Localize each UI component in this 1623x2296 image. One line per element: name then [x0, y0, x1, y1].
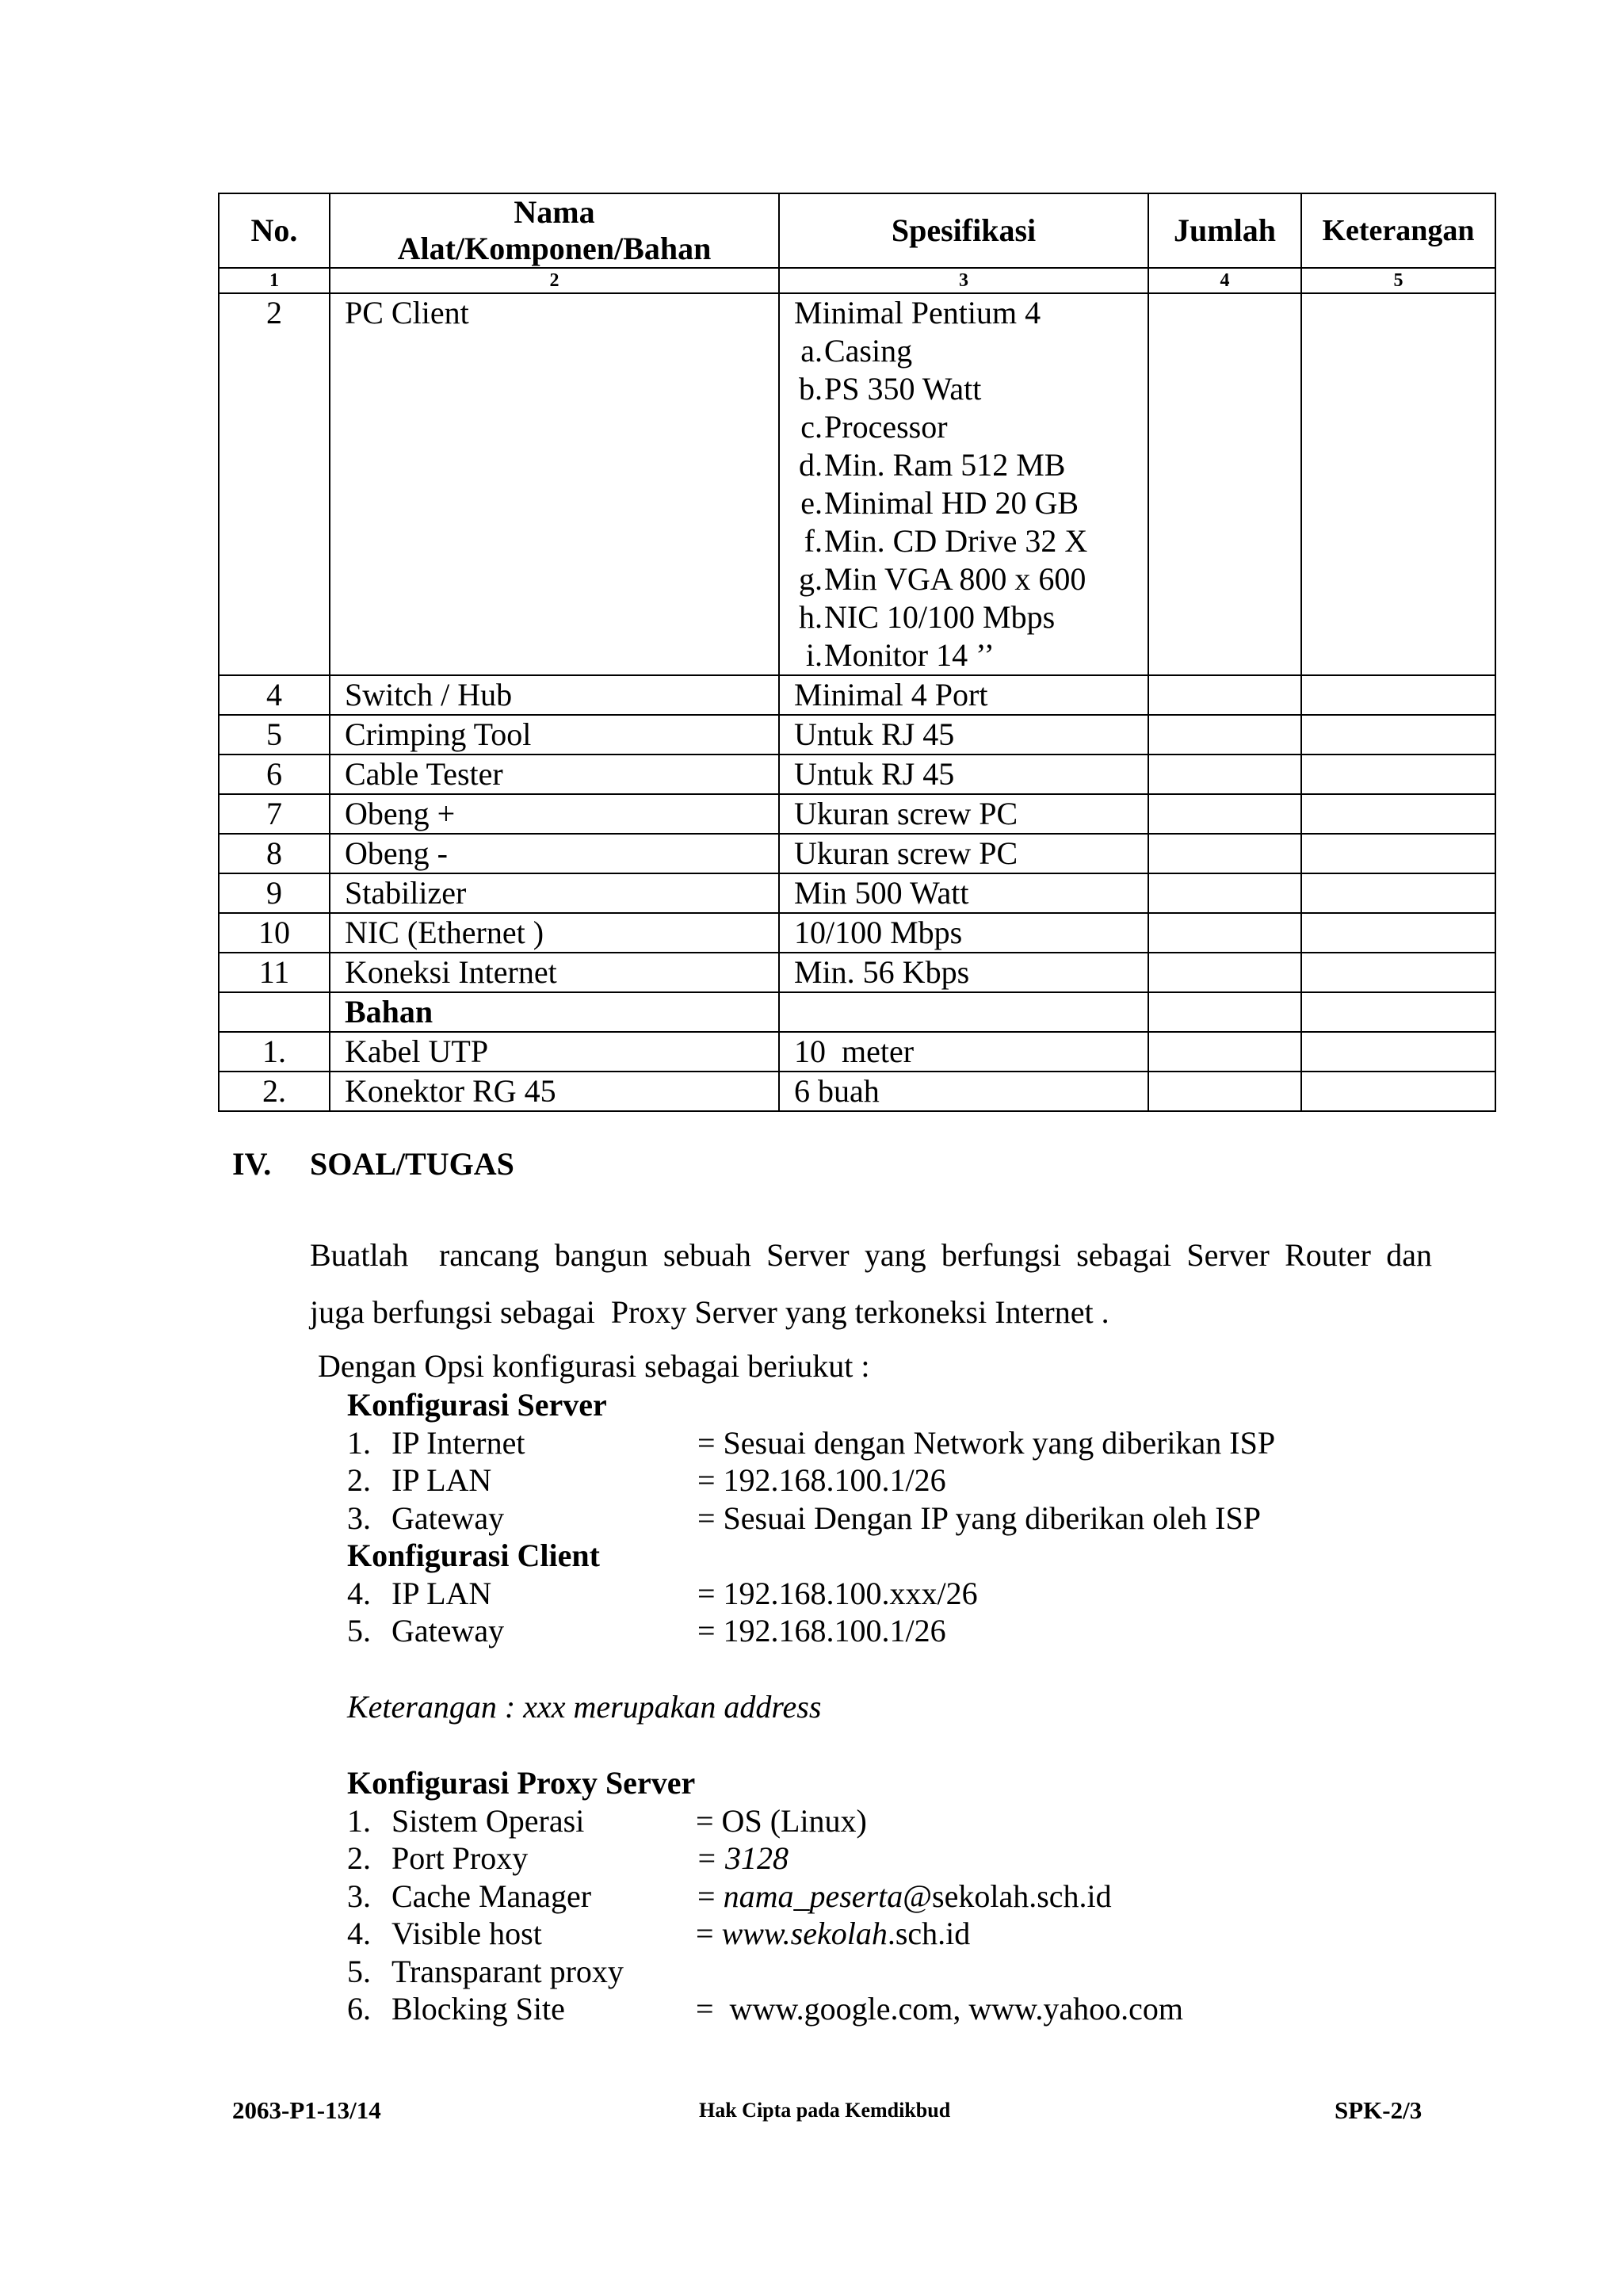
row-name: Koneksi Internet: [330, 953, 779, 992]
client-config-heading: Konfigurasi Client: [347, 1538, 600, 1573]
row-name: Obeng +: [330, 794, 779, 834]
row-spec: Min. 56 Kbps: [779, 953, 1148, 992]
footer-document-code: 2063-P1-13/14: [232, 2096, 381, 2124]
header-jumlah: Jumlah: [1148, 193, 1301, 268]
row-keterangan: [1301, 675, 1495, 715]
row-jumlah: [1148, 834, 1301, 873]
task-paragraph: [310, 1227, 1432, 1341]
row-keterangan: [1301, 834, 1495, 873]
row-keterangan: [1301, 953, 1495, 992]
footer-copyright: Hak Cipta pada Kemdikbud: [699, 2099, 951, 2122]
column-number: 5: [1301, 268, 1495, 293]
row-no: 2.: [219, 1072, 330, 1111]
row-jumlah: [1148, 293, 1301, 675]
row-name: NIC (Ethernet ): [330, 913, 779, 953]
spec-item: c. Processor: [800, 409, 948, 445]
row-keterangan: [1301, 794, 1495, 834]
spec-title: Minimal Pentium 4: [794, 295, 1041, 330]
proxy-config-item: 1. Sistem Operasi = OS (Linux): [347, 1802, 867, 1839]
row-keterangan: [1301, 715, 1495, 755]
proxy-config-item: 3. Cache Manager = nama_peserta@sekolah.sch.id: [347, 1878, 1112, 1914]
row-spec: Untuk RJ 45: [779, 755, 1148, 794]
server-config-item: 1. IP Internet = Sesuai dengan Network yang diberikan ISP: [347, 1424, 1276, 1461]
column-number: 4: [1148, 268, 1301, 293]
row-spec: 10/100 Mbps: [779, 913, 1148, 953]
header-spesifikasi: Spesifikasi: [779, 193, 1148, 268]
row-name: Konektor RG 45: [330, 1072, 779, 1111]
row-no: 11: [219, 953, 330, 992]
row-keterangan: [1301, 1032, 1495, 1072]
row-name: Obeng -: [330, 834, 779, 873]
row-name: Crimping Tool: [330, 715, 779, 755]
row-jumlah: [1148, 794, 1301, 834]
table-row: [219, 794, 1495, 834]
spec-item: d. Min. Ram 512 MB: [799, 447, 1066, 483]
config-note: Keterangan : xxx merupakan address: [347, 1689, 822, 1725]
config-intro: Dengan Opsi konfigurasi sebagai beriukut :: [318, 1348, 870, 1384]
row-name: PC Client: [330, 293, 779, 675]
row-no: 4: [219, 675, 330, 715]
row-keterangan: [1301, 873, 1495, 913]
header-no: No.: [219, 193, 330, 268]
section-title: SOAL/TUGAS: [310, 1146, 514, 1182]
row-jumlah: [1148, 675, 1301, 715]
proxy-config-heading: Konfigurasi Proxy Server: [347, 1765, 696, 1801]
footer-page-code: SPK-2/3: [1335, 2096, 1423, 2124]
row-spec: 10 meter: [779, 1032, 1148, 1072]
row-spec: [779, 992, 1148, 1032]
row-jumlah: [1148, 1032, 1301, 1072]
row-spec: Ukuran screw PC: [779, 794, 1148, 834]
spec-item: b. PS 350 Watt: [799, 371, 982, 407]
server-config-heading: Konfigurasi Server: [347, 1387, 607, 1423]
spec-item: h. NIC 10/100 Mbps: [799, 599, 1056, 635]
row-keterangan: [1301, 1072, 1495, 1111]
table-row: [219, 1072, 1495, 1111]
bahan-label: Bahan: [330, 992, 779, 1032]
row-jumlah: [1148, 1072, 1301, 1111]
header-keterangan: Keterangan: [1301, 193, 1495, 268]
row-no: 2: [219, 293, 330, 675]
client-config-item: 5. Gateway = 192.168.100.1/26: [347, 1613, 946, 1648]
row-keterangan: [1301, 755, 1495, 794]
row-spec: 6 buah: [779, 1072, 1148, 1111]
row-name: Kabel UTP: [330, 1032, 779, 1072]
table-row: [219, 675, 1495, 715]
table-row-bahan-heading: [219, 992, 1495, 1032]
row-name: Switch / Hub: [330, 675, 779, 715]
row-jumlah: [1148, 873, 1301, 913]
spec-item: f. Min. CD Drive 32 X: [804, 523, 1088, 559]
row-no: 5: [219, 715, 330, 755]
task-paragraph-line2: juga berfungsi sebagai Proxy Server yang terkoneksi Internet .: [310, 1294, 1109, 1330]
header-nama: [330, 193, 779, 268]
table-row: [219, 953, 1495, 992]
spec-list: [794, 332, 1133, 674]
row-no: 8: [219, 834, 330, 873]
server-config-item: 3. Gateway = Sesuai Dengan IP yang diberikan oleh ISP: [347, 1499, 1261, 1536]
server-config: [347, 1386, 1276, 1650]
row-name: Stabilizer: [330, 873, 779, 913]
row-spec: Minimal 4 Port: [779, 675, 1148, 715]
row-jumlah: [1148, 715, 1301, 755]
row-no: 1.: [219, 1032, 330, 1072]
equipment-table: [218, 193, 1496, 1112]
row-no: 7: [219, 794, 330, 834]
table-row: [219, 755, 1495, 794]
proxy-config-item: 2. Port Proxy = 3128: [347, 1840, 789, 1876]
row-no: 9: [219, 873, 330, 913]
row-name: Cable Tester: [330, 755, 779, 794]
row-no: 10: [219, 913, 330, 953]
row-spec: Untuk RJ 45: [779, 715, 1148, 755]
row-jumlah: [1148, 992, 1301, 1032]
row-keterangan: [1301, 992, 1495, 1032]
row-no: [219, 992, 330, 1032]
row-keterangan: [1301, 913, 1495, 953]
spec-item: e. Minimal HD 20 GB: [800, 485, 1079, 521]
row-spec: Ukuran screw PC: [779, 834, 1148, 873]
table-row: [219, 715, 1495, 755]
proxy-config-item: 5. Transparant proxy: [347, 1953, 624, 1989]
proxy-config-item: 6. Blocking Site = www.google.com, www.yahoo.com: [347, 1991, 1184, 2027]
table-row: [219, 1032, 1495, 1072]
row-spec: [779, 293, 1148, 675]
row-jumlah: [1148, 913, 1301, 953]
row-keterangan: [1301, 293, 1495, 675]
spec-item: i. Monitor 14 ’’: [805, 637, 995, 673]
table-row-pc-client: [219, 293, 1495, 675]
table-row: [219, 873, 1495, 913]
task-paragraph-line1: Buatlah rancang bangun sebuah Server yang berfungsi sebagai Server Router dan: [310, 1237, 1432, 1273]
section-heading: [232, 1145, 514, 1182]
row-spec: Min 500 Watt: [779, 873, 1148, 913]
header-nama-line1: Nama: [514, 194, 595, 230]
section-number: IV.: [232, 1146, 272, 1182]
spec-item: g. Min VGA 800 x 600: [799, 561, 1086, 597]
row-no: 6: [219, 755, 330, 794]
proxy-config: [347, 1764, 1184, 2028]
table-row: [219, 913, 1495, 953]
client-config-item: 4. IP LAN = 192.168.100.xxx/26: [347, 1575, 978, 1611]
column-number: 3: [779, 268, 1148, 293]
table-row: [219, 834, 1495, 873]
column-number: 2: [330, 268, 779, 293]
proxy-config-item: 4. Visible host = www.sekolah.sch.id: [347, 1916, 971, 1951]
server-config-item: 2. IP LAN = 192.168.100.1/26: [347, 1462, 946, 1498]
column-number: 1: [219, 268, 330, 293]
row-jumlah: [1148, 953, 1301, 992]
header-nama-line2: Alat/Komponen/Bahan: [397, 231, 712, 266]
spec-item: a. Casing: [800, 333, 913, 369]
row-jumlah: [1148, 755, 1301, 794]
